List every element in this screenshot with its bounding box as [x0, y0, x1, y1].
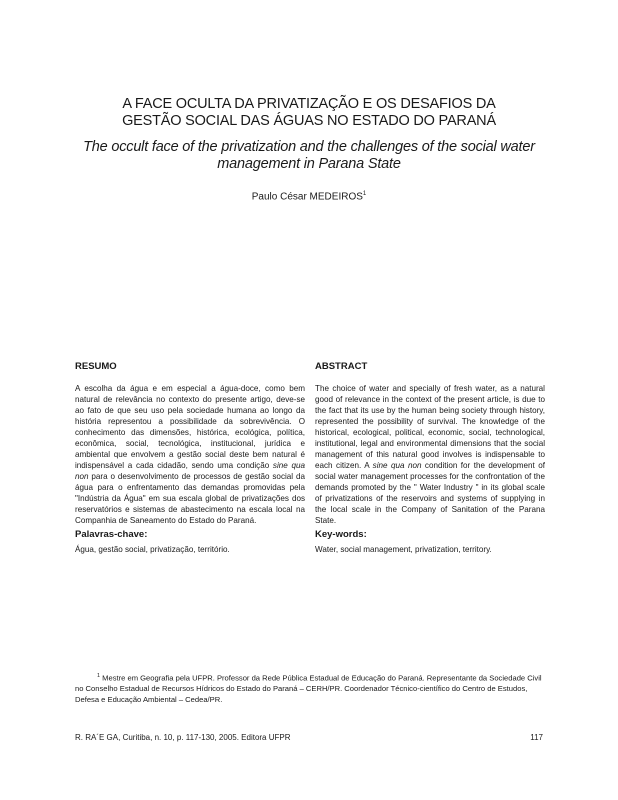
page-number: 117: [530, 733, 543, 742]
title-en-line-1: The occult face of the privatization and the challenges of the social water: [83, 139, 535, 155]
title-portuguese: [0, 96, 618, 130]
footnote-text: Mestre em Geografia pela UFPR. Professor da Rede Pública Estadual de Educação do Paraná. Representante da Sociedade Civil no Conselho Estadual de Recursos Hídricos do Estado do Paraná – CERH/PR. Coordenador Técnico-científico do Centro de Estudos, Defesa e Educação Ambiental – Cedea/PR.: [75, 673, 542, 704]
author-name: Paulo César MEDEIROS: [251, 191, 363, 203]
key-words-text: Water, social management, privatization, territory.: [315, 545, 492, 554]
title-pt-line-1: A FACE OCULTA DA PRIVATIZAÇÃO E OS DESAFIOS DA: [122, 96, 496, 112]
abstract-section: [315, 361, 545, 526]
title-en-line-2: management in Parana State: [217, 156, 401, 172]
author-footnote-mark: 1: [362, 191, 367, 197]
title-english: [0, 139, 618, 173]
footnote-mark: 1: [97, 673, 101, 679]
abstract-text: The choice of water and specially of fresh water, as a natural good of relevance in the context of the present article, is due to the fact that its use by the human being society through history, represented the possibility of survival. The knowledge of the historical, ecological, political, economic, social, technological, institutional, legal and environmental dimensions that the social management of this natural good involves is indispensable to each citizen. A sine qua non condition for the development of social water management processes for the confrontation of the demands promoted by the " Water Industry " in its global scale of privatizations of the reservoirs and systems of supplying in the local scale in the Company of Sanitation of the Parana State.: [315, 384, 545, 525]
key-words-heading: Key-words:: [315, 529, 367, 540]
palavras-chave-heading: Palavras-chave:: [75, 529, 148, 540]
resumo-text: A escolha da água e em especial a água-doce, como bem natural de relevância no contexto do presente artigo, deve-se ao fato de que seu uso pela sociedade humana ao longo da história representou a possibilidade da sobrevivência. O conhecimento das dimensões, histórica, ecológica, política, econômica, social, tecnológica, institucional, jurídica e ambiental que envolvem a gestão social deste bem natural é indispensável a cada cidadão, sendo uma condição sine qua non para o desenvolvimento de processos de gestão social da água para o enfrentamento das demandas promovidas pela "Indústria da Água" em sua escala global de privatizações dos reservatórios e sistemas de abastecimento na escala local na Companhia de Saneamento do Estado do Paraná.: [75, 384, 305, 525]
abstract-heading: ABSTRACT: [315, 361, 368, 372]
footnote: [75, 671, 545, 705]
palavras-chave-text: Água, gestão social, privatização, território.: [75, 545, 230, 554]
palavras-chave-section: [75, 529, 305, 554]
resumo-heading: RESUMO: [75, 361, 117, 372]
resumo-section: [75, 361, 305, 526]
journal-citation: R. RA´E GA, Curitiba, n. 10, p. 117-130, 2005. Editora UFPR: [75, 733, 291, 742]
title-pt-line-2: GESTÃO SOCIAL DAS ÁGUAS NO ESTADO DO PARANÁ: [122, 113, 496, 129]
key-words-section: [315, 529, 545, 554]
author-line: [0, 191, 618, 202]
